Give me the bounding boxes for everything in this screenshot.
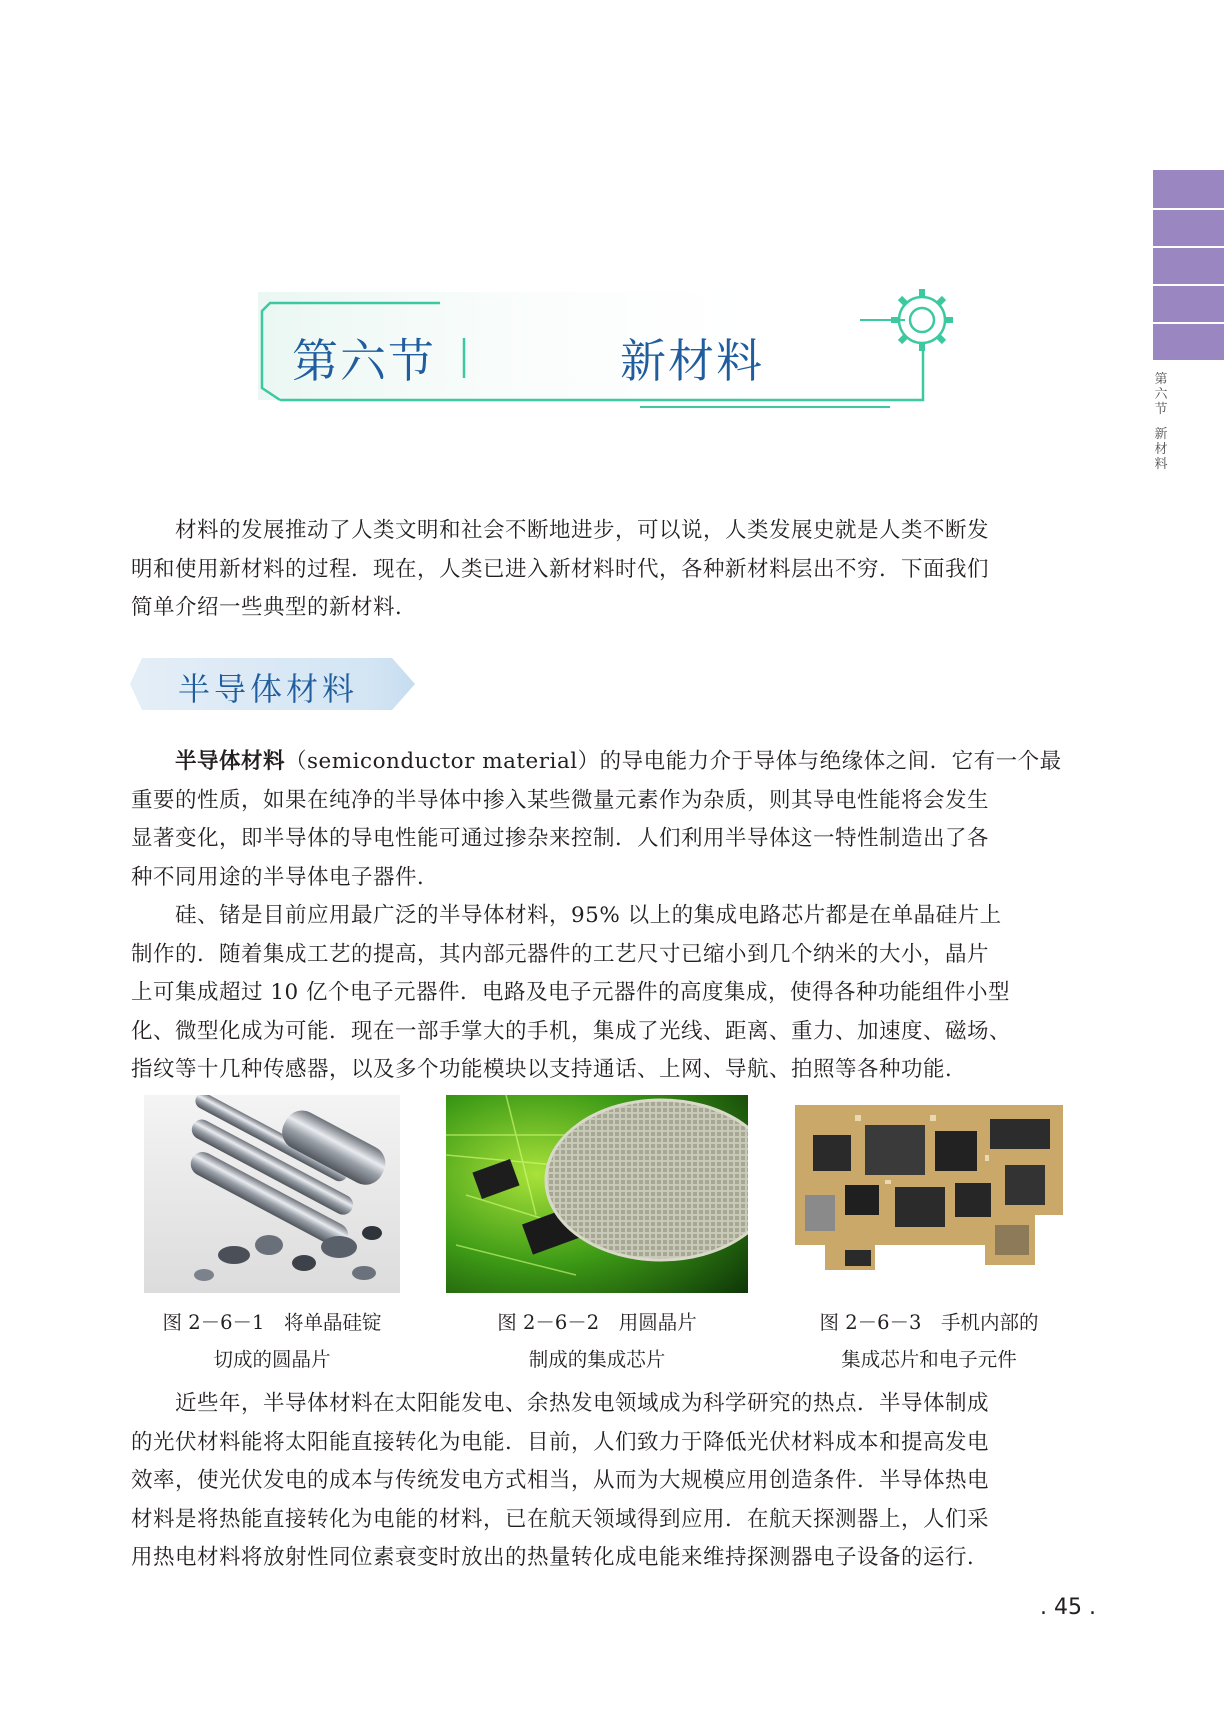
side-chapter-tab [1153,170,1224,360]
text-line: 材料是将热能直接转化为电能的材料，已在航天领域得到应用．在航天探测器上，人们采 [131,1506,990,1532]
tab-divider [1153,246,1224,248]
text-line [131,743,1077,782]
text-line: 显著变化，即半导体的导电性能可通过掺杂来控制．人们利用半导体这一特性制造出了各 [131,826,990,851]
figure-caption-2 [446,1304,748,1378]
caption-line: 集成芯片和电子元件 [841,1348,1017,1371]
tab-divider [1153,208,1224,210]
figure-phone-board-image [785,1095,1073,1293]
caption-line: 图 2－6－2 用圆晶片 [497,1311,697,1334]
text-line-rest: （semiconductor material）的导电能力介于导体与绝缘体之间．它有一个最 [285,749,1062,774]
tab-divider [1153,284,1224,286]
text-line: 化、微型化成为可能．现在一部手掌大的手机，集成了光线、距离、重力、加速度、磁场、 [131,1018,1012,1044]
text-line: 效率，使光伏发电的成本与传统发电方式相当，从而为大规模应用创造条件．半导体热电 [131,1468,990,1493]
intro-paragraph [131,512,1077,628]
page-number: . 45 . [1040,1595,1096,1620]
section-number: 第六节 [292,334,436,388]
caption-line: 图 2－6－1 将单晶硅锭 [162,1311,382,1334]
subsection-title: 半导体材料 [178,670,359,708]
text-line: 简单介绍一些典型的新材料． [131,595,418,620]
text-line: 材料的发展推动了人类文明和社会不断地进步，可以说，人类发展史就是人类不断发 [175,518,990,543]
section-title: 新材料 [620,334,764,388]
figure-caption-3 [785,1304,1073,1378]
side-label-title: 新材料 [1154,427,1168,472]
tab-divider [1153,322,1224,324]
key-term: 半导体材料 [175,749,286,774]
text-line: 指纹等十几种传感器，以及多个功能模块以支持通话、上网、导航、拍照等各种功能． [131,1057,968,1082]
text-line: 明和使用新材料的过程．现在，人类已进入新材料时代，各种新材料层出不穷．下面我们 [131,556,990,582]
text-line: 制作的．随着集成工艺的提高，其内部元器件的工艺尺寸已缩小到几个纳米的大小，晶片 [131,941,990,967]
photovoltaic-paragraph [131,1385,1077,1578]
semiconductor-definition-paragraph [131,743,1077,897]
caption-line: 图 2－6－3 手机内部的 [819,1311,1039,1334]
text-line: 的光伏材料能将太阳能直接转化为电能．目前，人们致力于降低光伏材料成本和提高发电 [131,1429,990,1455]
figure-wafer-chip-image [446,1095,748,1293]
text-line: 种不同用途的半导体电子器件． [131,864,440,890]
caption-line: 切成的圆晶片 [213,1348,331,1371]
text-line: 上可集成超过 10 亿个电子元器件．电路及电子元器件的高度集成，使得各种功能组件小型 [131,980,1011,1005]
caption-line: 制成的集成芯片 [528,1348,666,1371]
figure-caption-1 [144,1304,400,1378]
figure-silicon-ingots-image [144,1095,400,1293]
text-line: 硅、锗是目前应用最广泛的半导体材料，95% 以上的集成电路芯片都是在单晶硅片上 [175,903,1002,928]
text-line: 近些年，半导体材料在太阳能发电、余热发电领域成为科学研究的热点．半导体制成 [175,1391,990,1416]
side-running-title [1150,372,1172,472]
silicon-paragraph [131,897,1077,1090]
side-label-section: 第六节 [1154,372,1168,417]
text-line: 用热电材料将放射性同位素衰变时放出的热量转化成电能来维持探测器电子设备的运行． [131,1545,990,1570]
text-line: 重要的性质，如果在纯净的半导体中掺入某些微量元素作为杂质，则其导电性能将会发生 [131,787,990,813]
